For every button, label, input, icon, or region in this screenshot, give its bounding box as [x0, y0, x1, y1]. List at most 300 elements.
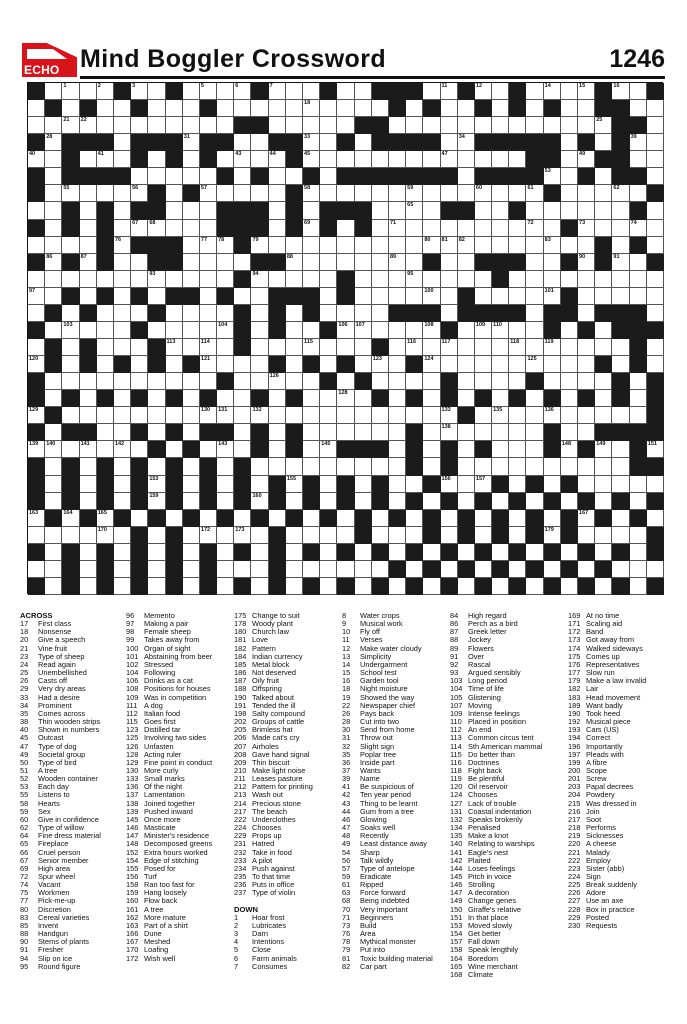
grid-cell[interactable]: [286, 578, 303, 595]
grid-cell[interactable]: [441, 527, 458, 544]
grid-cell[interactable]: [475, 407, 492, 424]
grid-cell[interactable]: [509, 373, 526, 390]
grid-cell[interactable]: [355, 476, 372, 493]
grid-cell[interactable]: [612, 527, 629, 544]
grid-cell[interactable]: [200, 271, 217, 288]
grid-cell[interactable]: [286, 356, 303, 373]
grid-cell[interactable]: [131, 441, 148, 458]
grid-cell[interactable]: [578, 254, 595, 271]
grid-cell[interactable]: [544, 527, 561, 544]
grid-cell[interactable]: [406, 476, 423, 493]
grid-cell[interactable]: [148, 407, 165, 424]
grid-cell[interactable]: [561, 356, 578, 373]
grid-cell[interactable]: [561, 83, 578, 100]
grid-cell[interactable]: [320, 493, 337, 510]
grid-cell[interactable]: [45, 185, 62, 202]
grid-cell[interactable]: [492, 407, 509, 424]
grid-cell[interactable]: [200, 510, 217, 527]
grid-cell[interactable]: [337, 185, 354, 202]
grid-cell[interactable]: [561, 493, 578, 510]
grid-cell[interactable]: [166, 271, 183, 288]
grid-cell[interactable]: [423, 390, 440, 407]
grid-cell[interactable]: [234, 407, 251, 424]
grid-cell[interactable]: [320, 356, 337, 373]
grid-cell[interactable]: [183, 339, 200, 356]
grid-cell[interactable]: [526, 202, 543, 219]
grid-cell[interactable]: [647, 134, 664, 151]
grid-cell[interactable]: [372, 322, 389, 339]
grid-cell[interactable]: [561, 271, 578, 288]
grid-cell[interactable]: [355, 83, 372, 100]
grid-cell[interactable]: [320, 288, 337, 305]
grid-cell[interactable]: [389, 117, 406, 134]
grid-cell[interactable]: [355, 271, 372, 288]
grid-cell[interactable]: [251, 544, 268, 561]
grid-cell[interactable]: [355, 134, 372, 151]
grid-cell[interactable]: [337, 151, 354, 168]
grid-cell[interactable]: [355, 254, 372, 271]
grid-cell[interactable]: [389, 220, 406, 237]
grid-cell[interactable]: [45, 578, 62, 595]
grid-cell[interactable]: [183, 578, 200, 595]
grid-cell[interactable]: [475, 458, 492, 475]
grid-cell[interactable]: [475, 185, 492, 202]
grid-cell[interactable]: [45, 527, 62, 544]
grid-cell[interactable]: [475, 322, 492, 339]
grid-cell[interactable]: [337, 339, 354, 356]
grid-cell[interactable]: [526, 441, 543, 458]
grid-cell[interactable]: [372, 424, 389, 441]
grid-cell[interactable]: [544, 510, 561, 527]
grid-cell[interactable]: [458, 339, 475, 356]
grid-cell[interactable]: [166, 185, 183, 202]
grid-cell[interactable]: [612, 83, 629, 100]
grid-cell[interactable]: [286, 117, 303, 134]
grid-cell[interactable]: [45, 373, 62, 390]
grid-cell[interactable]: [286, 322, 303, 339]
grid-cell[interactable]: [200, 202, 217, 219]
grid-cell[interactable]: [492, 83, 509, 100]
grid-cell[interactable]: [647, 271, 664, 288]
grid-cell[interactable]: [475, 117, 492, 134]
grid-cell[interactable]: [303, 202, 320, 219]
grid-cell[interactable]: [630, 271, 647, 288]
grid-cell[interactable]: [234, 373, 251, 390]
grid-cell[interactable]: [28, 288, 45, 305]
grid-cell[interactable]: [269, 100, 286, 117]
grid-cell[interactable]: [458, 476, 475, 493]
grid-cell[interactable]: [423, 339, 440, 356]
grid-cell[interactable]: [45, 151, 62, 168]
grid-cell[interactable]: [80, 527, 97, 544]
grid-cell[interactable]: [441, 117, 458, 134]
grid-cell[interactable]: [320, 390, 337, 407]
grid-cell[interactable]: [612, 458, 629, 475]
grid-cell[interactable]: [166, 339, 183, 356]
grid-cell[interactable]: [217, 271, 234, 288]
grid-cell[interactable]: [526, 117, 543, 134]
grid-cell[interactable]: [630, 578, 647, 595]
grid-cell[interactable]: [389, 424, 406, 441]
grid-cell[interactable]: [303, 83, 320, 100]
grid-cell[interactable]: [148, 100, 165, 117]
grid-cell[interactable]: [337, 527, 354, 544]
grid-cell[interactable]: [45, 220, 62, 237]
grid-cell[interactable]: [355, 458, 372, 475]
grid-cell[interactable]: [183, 134, 200, 151]
grid-cell[interactable]: [251, 561, 268, 578]
grid-cell[interactable]: [251, 305, 268, 322]
grid-cell[interactable]: [372, 407, 389, 424]
grid-cell[interactable]: [544, 339, 561, 356]
grid-cell[interactable]: [286, 168, 303, 185]
grid-cell[interactable]: [269, 424, 286, 441]
grid-cell[interactable]: [28, 441, 45, 458]
grid-cell[interactable]: [200, 356, 217, 373]
grid-cell[interactable]: [441, 407, 458, 424]
grid-cell[interactable]: [286, 100, 303, 117]
grid-cell[interactable]: [595, 202, 612, 219]
grid-cell[interactable]: [561, 237, 578, 254]
grid-cell[interactable]: [183, 390, 200, 407]
grid-cell[interactable]: [526, 237, 543, 254]
grid-cell[interactable]: [269, 441, 286, 458]
grid-cell[interactable]: [492, 578, 509, 595]
grid-cell[interactable]: [595, 578, 612, 595]
grid-cell[interactable]: [475, 202, 492, 219]
grid-cell[interactable]: [320, 271, 337, 288]
grid-cell[interactable]: [475, 220, 492, 237]
grid-cell[interactable]: [647, 117, 664, 134]
grid-cell[interactable]: [303, 254, 320, 271]
grid-cell[interactable]: [630, 151, 647, 168]
grid-cell[interactable]: [630, 288, 647, 305]
grid-cell[interactable]: [561, 544, 578, 561]
grid-cell[interactable]: [320, 527, 337, 544]
grid-cell[interactable]: [217, 561, 234, 578]
grid-cell[interactable]: [80, 458, 97, 475]
grid-cell[interactable]: [131, 373, 148, 390]
grid-cell[interactable]: [62, 407, 79, 424]
grid-cell[interactable]: [148, 322, 165, 339]
grid-cell[interactable]: [251, 493, 268, 510]
grid-cell[interactable]: [544, 168, 561, 185]
grid-cell[interactable]: [647, 356, 664, 373]
grid-cell[interactable]: [269, 390, 286, 407]
grid-cell[interactable]: [166, 322, 183, 339]
grid-cell[interactable]: [97, 407, 114, 424]
grid-cell[interactable]: [458, 356, 475, 373]
grid-cell[interactable]: [131, 510, 148, 527]
grid-cell[interactable]: [561, 407, 578, 424]
grid-cell[interactable]: [441, 151, 458, 168]
grid-cell[interactable]: [62, 271, 79, 288]
grid-cell[interactable]: [114, 476, 131, 493]
grid-cell[interactable]: [389, 441, 406, 458]
grid-cell[interactable]: [200, 168, 217, 185]
grid-cell[interactable]: [526, 339, 543, 356]
grid-cell[interactable]: [630, 561, 647, 578]
grid-cell[interactable]: [97, 322, 114, 339]
grid-cell[interactable]: [251, 100, 268, 117]
grid-cell[interactable]: [131, 407, 148, 424]
grid-cell[interactable]: [492, 441, 509, 458]
grid-cell[interactable]: [303, 458, 320, 475]
grid-cell[interactable]: [166, 305, 183, 322]
grid-cell[interactable]: [372, 254, 389, 271]
grid-cell[interactable]: [578, 424, 595, 441]
grid-cell[interactable]: [200, 527, 217, 544]
grid-cell[interactable]: [148, 271, 165, 288]
grid-cell[interactable]: [114, 373, 131, 390]
grid-cell[interactable]: [372, 527, 389, 544]
grid-cell[interactable]: [217, 544, 234, 561]
grid-cell[interactable]: [458, 237, 475, 254]
grid-cell[interactable]: [80, 117, 97, 134]
grid-cell[interactable]: [561, 390, 578, 407]
grid-cell[interactable]: [200, 185, 217, 202]
grid-cell[interactable]: [45, 271, 62, 288]
grid-cell[interactable]: [303, 390, 320, 407]
grid-cell[interactable]: [423, 458, 440, 475]
grid-cell[interactable]: [475, 373, 492, 390]
grid-cell[interactable]: [337, 83, 354, 100]
grid-cell[interactable]: [406, 527, 423, 544]
grid-cell[interactable]: [337, 100, 354, 117]
grid-cell[interactable]: [114, 220, 131, 237]
grid-cell[interactable]: [166, 407, 183, 424]
grid-cell[interactable]: [389, 493, 406, 510]
grid-cell[interactable]: [183, 220, 200, 237]
grid-cell[interactable]: [441, 561, 458, 578]
grid-cell[interactable]: [441, 254, 458, 271]
grid-cell[interactable]: [423, 578, 440, 595]
grid-cell[interactable]: [441, 185, 458, 202]
grid-cell[interactable]: [80, 202, 97, 219]
grid-cell[interactable]: [423, 493, 440, 510]
grid-cell[interactable]: [544, 202, 561, 219]
grid-cell[interactable]: [45, 254, 62, 271]
grid-cell[interactable]: [217, 237, 234, 254]
grid-cell[interactable]: [647, 220, 664, 237]
grid-cell[interactable]: [630, 493, 647, 510]
grid-cell[interactable]: [269, 373, 286, 390]
grid-cell[interactable]: [183, 476, 200, 493]
grid-cell[interactable]: [647, 151, 664, 168]
grid-cell[interactable]: [612, 185, 629, 202]
grid-cell[interactable]: [630, 220, 647, 237]
grid-cell[interactable]: [166, 356, 183, 373]
grid-cell[interactable]: [114, 493, 131, 510]
grid-cell[interactable]: [62, 441, 79, 458]
grid-cell[interactable]: [217, 407, 234, 424]
grid-cell[interactable]: [320, 305, 337, 322]
grid-cell[interactable]: [630, 373, 647, 390]
grid-cell[interactable]: [251, 356, 268, 373]
grid-cell[interactable]: [526, 100, 543, 117]
grid-cell[interactable]: [509, 527, 526, 544]
grid-cell[interactable]: [492, 151, 509, 168]
grid-cell[interactable]: [303, 100, 320, 117]
grid-cell[interactable]: [269, 83, 286, 100]
grid-cell[interactable]: [578, 561, 595, 578]
grid-cell[interactable]: [423, 220, 440, 237]
grid-cell[interactable]: [131, 168, 148, 185]
grid-cell[interactable]: [578, 185, 595, 202]
grid-cell[interactable]: [526, 83, 543, 100]
grid-cell[interactable]: [561, 117, 578, 134]
grid-cell[interactable]: [355, 237, 372, 254]
grid-cell[interactable]: [406, 373, 423, 390]
grid-cell[interactable]: [303, 407, 320, 424]
grid-cell[interactable]: [114, 254, 131, 271]
grid-cell[interactable]: [526, 220, 543, 237]
grid-cell[interactable]: [303, 339, 320, 356]
grid-cell[interactable]: [183, 544, 200, 561]
grid-cell[interactable]: [217, 476, 234, 493]
grid-cell[interactable]: [337, 220, 354, 237]
grid-cell[interactable]: [148, 476, 165, 493]
grid-cell[interactable]: [544, 458, 561, 475]
grid-cell[interactable]: [492, 424, 509, 441]
grid-cell[interactable]: [80, 407, 97, 424]
grid-cell[interactable]: [166, 117, 183, 134]
grid-cell[interactable]: [630, 254, 647, 271]
grid-cell[interactable]: [647, 339, 664, 356]
grid-cell[interactable]: [544, 220, 561, 237]
grid-cell[interactable]: [80, 578, 97, 595]
grid-cell[interactable]: [286, 458, 303, 475]
grid-cell[interactable]: [389, 527, 406, 544]
grid-cell[interactable]: [320, 458, 337, 475]
grid-cell[interactable]: [406, 561, 423, 578]
grid-cell[interactable]: [148, 373, 165, 390]
grid-cell[interactable]: [372, 202, 389, 219]
grid-cell[interactable]: [630, 407, 647, 424]
grid-cell[interactable]: [389, 458, 406, 475]
grid-cell[interactable]: [80, 493, 97, 510]
grid-cell[interactable]: [183, 254, 200, 271]
grid-cell[interactable]: [372, 373, 389, 390]
grid-cell[interactable]: [337, 373, 354, 390]
grid-cell[interactable]: [45, 458, 62, 475]
grid-cell[interactable]: [28, 527, 45, 544]
grid-cell[interactable]: [148, 168, 165, 185]
grid-cell[interactable]: [612, 476, 629, 493]
grid-cell[interactable]: [389, 151, 406, 168]
grid-cell[interactable]: [612, 202, 629, 219]
grid-cell[interactable]: [286, 493, 303, 510]
grid-cell[interactable]: [612, 254, 629, 271]
grid-cell[interactable]: [458, 168, 475, 185]
grid-cell[interactable]: [355, 288, 372, 305]
grid-cell[interactable]: [80, 476, 97, 493]
grid-cell[interactable]: [251, 322, 268, 339]
grid-cell[interactable]: [647, 510, 664, 527]
grid-cell[interactable]: [509, 458, 526, 475]
grid-cell[interactable]: [509, 407, 526, 424]
grid-cell[interactable]: [183, 424, 200, 441]
grid-cell[interactable]: [80, 322, 97, 339]
grid-cell[interactable]: [114, 117, 131, 134]
grid-cell[interactable]: [45, 117, 62, 134]
grid-cell[interactable]: [269, 151, 286, 168]
grid-cell[interactable]: [114, 578, 131, 595]
grid-cell[interactable]: [200, 441, 217, 458]
grid-cell[interactable]: [372, 458, 389, 475]
grid-cell[interactable]: [269, 458, 286, 475]
grid-cell[interactable]: [286, 561, 303, 578]
grid-cell[interactable]: [423, 83, 440, 100]
grid-cell[interactable]: [612, 561, 629, 578]
grid-cell[interactable]: [269, 168, 286, 185]
grid-cell[interactable]: [475, 339, 492, 356]
grid-cell[interactable]: [217, 458, 234, 475]
grid-cell[interactable]: [526, 356, 543, 373]
grid-cell[interactable]: [612, 356, 629, 373]
grid-cell[interactable]: [97, 83, 114, 100]
grid-cell[interactable]: [166, 100, 183, 117]
grid-cell[interactable]: [337, 322, 354, 339]
grid-cell[interactable]: [441, 83, 458, 100]
grid-cell[interactable]: [578, 288, 595, 305]
grid-cell[interactable]: [286, 271, 303, 288]
grid-cell[interactable]: [166, 373, 183, 390]
grid-cell[interactable]: [458, 373, 475, 390]
grid-cell[interactable]: [320, 134, 337, 151]
grid-cell[interactable]: [458, 134, 475, 151]
grid-cell[interactable]: [458, 271, 475, 288]
grid-cell[interactable]: [578, 476, 595, 493]
grid-cell[interactable]: [200, 339, 217, 356]
grid-cell[interactable]: [630, 100, 647, 117]
grid-cell[interactable]: [251, 271, 268, 288]
grid-cell[interactable]: [251, 151, 268, 168]
grid-cell[interactable]: [320, 407, 337, 424]
grid-cell[interactable]: [475, 288, 492, 305]
grid-cell[interactable]: [337, 407, 354, 424]
grid-cell[interactable]: [114, 237, 131, 254]
grid-cell[interactable]: [355, 339, 372, 356]
grid-cell[interactable]: [647, 202, 664, 219]
grid-cell[interactable]: [441, 271, 458, 288]
grid-cell[interactable]: [183, 237, 200, 254]
grid-cell[interactable]: [97, 151, 114, 168]
grid-cell[interactable]: [28, 356, 45, 373]
grid-cell[interactable]: [492, 373, 509, 390]
grid-cell[interactable]: [389, 476, 406, 493]
grid-cell[interactable]: [526, 578, 543, 595]
grid-cell[interactable]: [492, 390, 509, 407]
grid-cell[interactable]: [492, 117, 509, 134]
grid-cell[interactable]: [97, 117, 114, 134]
grid-cell[interactable]: [595, 185, 612, 202]
grid-cell[interactable]: [303, 322, 320, 339]
grid-cell[interactable]: [647, 168, 664, 185]
grid-cell[interactable]: [286, 544, 303, 561]
grid-cell[interactable]: [441, 510, 458, 527]
grid-cell[interactable]: [612, 237, 629, 254]
grid-cell[interactable]: [595, 220, 612, 237]
grid-cell[interactable]: [131, 271, 148, 288]
grid-cell[interactable]: [28, 117, 45, 134]
grid-cell[interactable]: [97, 356, 114, 373]
grid-cell[interactable]: [114, 544, 131, 561]
grid-cell[interactable]: [303, 527, 320, 544]
grid-cell[interactable]: [355, 544, 372, 561]
grid-cell[interactable]: [97, 271, 114, 288]
grid-cell[interactable]: [97, 424, 114, 441]
